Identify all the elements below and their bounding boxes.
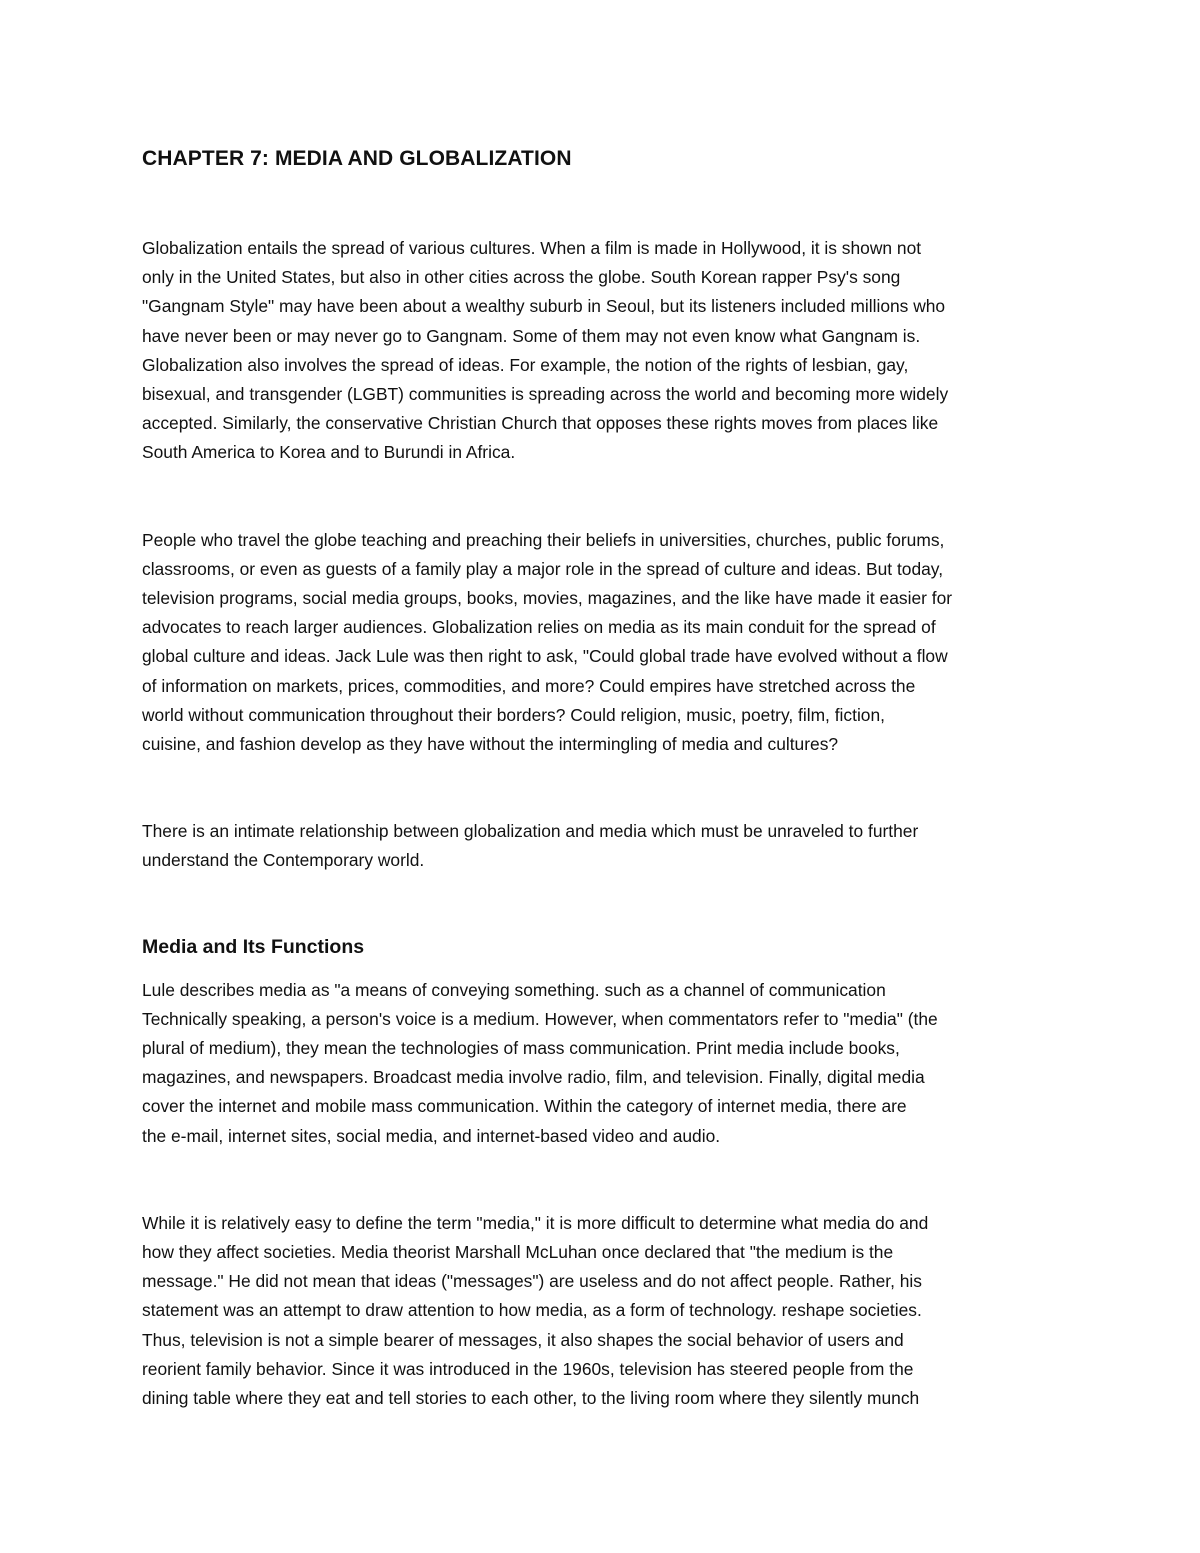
text-line: of information on markets, prices, commodities, and more? Could empires have stretched across the (142, 675, 916, 696)
text-line: advocates to reach larger audiences. Globalization relies on media as its main conduit for the spread of (142, 617, 936, 638)
text-line: world without communication throughout their borders? Could religion, music, poetry, film, fiction, (142, 704, 885, 725)
text-line: how they affect societies. Media theorist Marshall McLuhan once declared that "the medium is the (142, 1242, 894, 1263)
text-line: Lule describes media as "a means of conveying something. such as a channel of communication (142, 979, 886, 1000)
text-line: Globalization also involves the spread of ideas. For example, the notion of the rights of lesbian, gay, (142, 354, 909, 375)
text-line: "Gangnam Style" may have been about a wealthy suburb in Seoul, but its listeners included millions who (142, 296, 946, 317)
text-line: Technically speaking, a person's voice is a medium. However, when commentators refer to "media" (the (142, 1008, 938, 1029)
text-line: television programs, social media groups, books, movies, magazines, and the like have made it easier for (142, 588, 953, 609)
text-line: People who travel the globe teaching and preaching their beliefs in universities, churches, public forums, (142, 529, 945, 550)
text-line: While it is relatively easy to define the term "media," it is more difficult to determine what media do and (142, 1212, 929, 1233)
text-line: the e-mail, internet sites, social media, and internet-based video and audio. (142, 1125, 721, 1146)
text-line: dining table where they eat and tell stories to each other, to the living room where they silently munch (142, 1388, 920, 1409)
text-line: message." He did not mean that ideas ("messages") are useless and do not affect people. Rather, his (142, 1271, 922, 1292)
paragraph-globalization-cultures (142, 234, 1062, 468)
paragraph-lule-describes-media (142, 976, 1062, 1151)
chapter-title: CHAPTER 7: MEDIA AND GLOBALIZATION (142, 147, 572, 170)
text-line: magazines, and newspapers. Broadcast media involve radio, film, and television. Finally, digital media (142, 1067, 925, 1088)
text-line: cuisine, and fashion develop as they have without the intermingling of media and cultures? (142, 734, 839, 755)
text-line: There is an intimate relationship between globalization and media which must be unraveled to further (142, 821, 919, 842)
text-line: plural of medium), they mean the technologies of mass communication. Print media include books, (142, 1038, 900, 1059)
text-line: accepted. Similarly, the conservative Christian Church that opposes these rights moves from places like (142, 413, 939, 434)
text-line: bisexual, and transgender (LGBT) communities is spreading across the world and becoming more widely (142, 384, 949, 405)
text-line: statement was an attempt to draw attention to how media, as a form of technology. reshape societies. (142, 1300, 922, 1321)
text-line: reorient family behavior. Since it was introduced in the 1960s, television has steered people from the (142, 1358, 914, 1379)
text-line: Thus, television is not a simple bearer of messages, it also shapes the social behavior of users and (142, 1329, 904, 1350)
text-line: have never been or may never go to Gangnam. Some of them may not even know what Gangnam is. (142, 325, 921, 346)
text-line: Globalization entails the spread of various cultures. When a film is made in Hollywood, it is shown not (142, 238, 922, 258)
text-line: classrooms, or even as guests of a family play a major role in the spread of culture and ideas. But today, (142, 558, 944, 579)
text-line: only in the United States, but also in other cities across the globe. South Korean rapper Psy's song (142, 267, 901, 288)
text-line: cover the internet and mobile mass communication. Within the category of internet media, there are (142, 1096, 907, 1117)
paragraph-travel-globe (142, 526, 1062, 760)
text-line: South America to Korea and to Burundi in Africa. (142, 442, 516, 463)
paragraph-intimate-relationship (142, 817, 1062, 875)
text-line: understand the Contemporary world. (142, 850, 425, 871)
text-line: global culture and ideas. Jack Lule was then right to ask, "Could global trade have evolved without a flow (142, 646, 948, 667)
document-body (142, 142, 1062, 1413)
section-heading: Media and Its Functions (142, 935, 365, 958)
paragraph-mcluhan-medium (142, 1209, 1062, 1413)
